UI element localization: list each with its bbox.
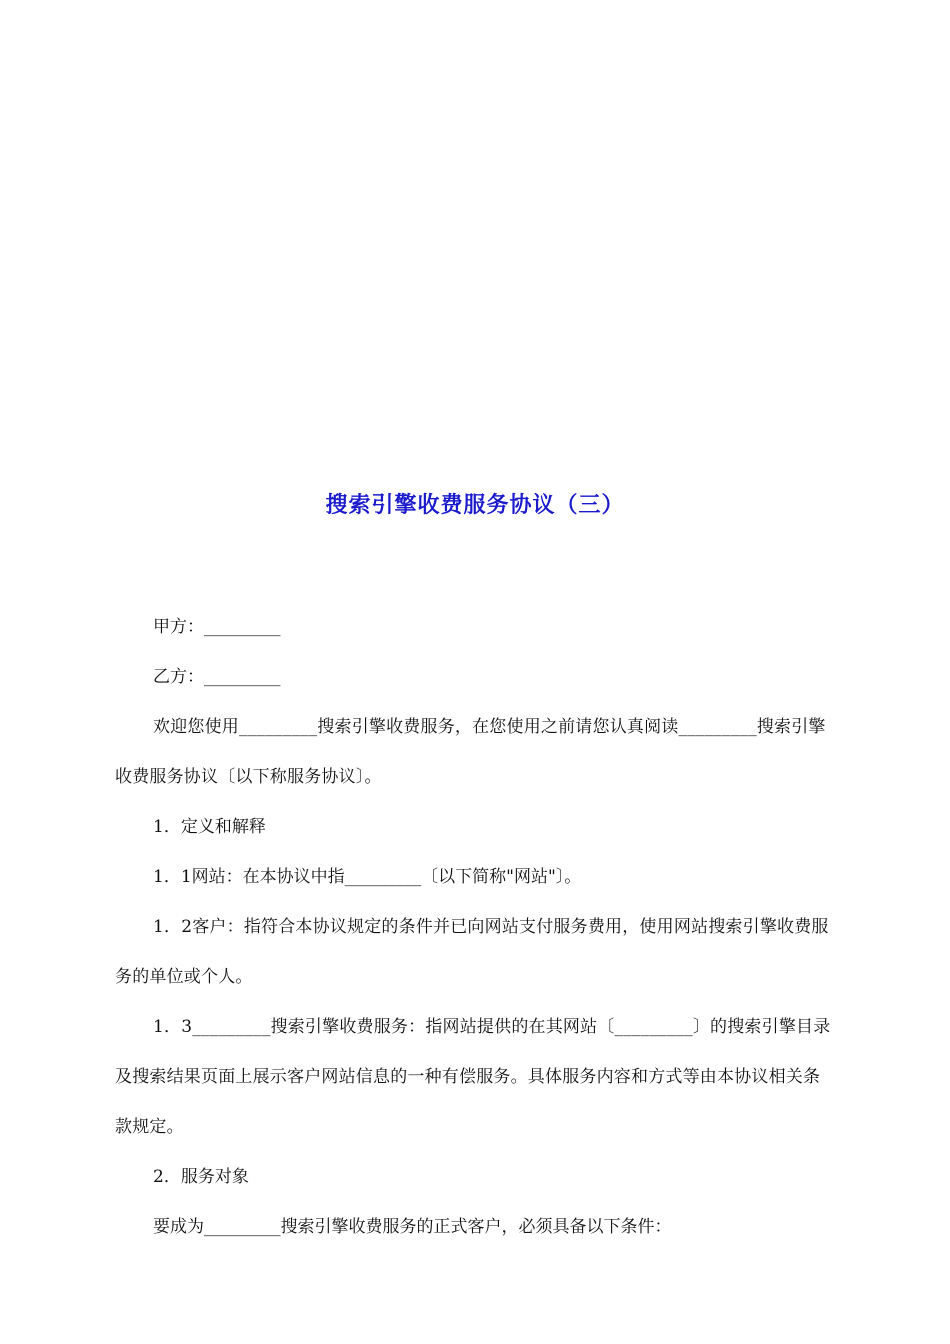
party-b-line: 乙方：_________ [153,667,281,687]
service-object-paragraph: 要成为_________搜索引擎收费服务的正式客户，必须具备以下条件： [153,1217,672,1237]
document-body [115,602,837,1252]
party-a-line: 甲方：_________ [153,617,281,637]
section-1-heading: 1．定义和解释 [153,817,266,837]
clause-1-2: 1．2客户：指符合本协议规定的条件并已向网站支付服务费用，使用网站搜索引擎收费服务的单位或个人。 [115,917,829,987]
document-title: 搜索引擎收费服务协议（三） [325,493,625,518]
clause-1-3: 1．3_________搜索引擎收费服务：指网站提供的在其网站〔_________〕的搜索引擎目录及搜索结果页面上展示客户网站信息的一种有偿服务。具体服务内容和方式等由本协议相关条款规定。 [115,1017,831,1137]
welcome-paragraph: 欢迎您使用_________搜索引擎收费服务，在您使用之前请您认真阅读_________搜索引擎收费服务协议〔以下称服务协议〕。 [115,717,826,787]
section-2-heading: 2．服务对象 [153,1167,249,1187]
clause-1-1: 1．1网站：在本协议中指_________〔以下简称"网站"〕。 [153,867,582,887]
